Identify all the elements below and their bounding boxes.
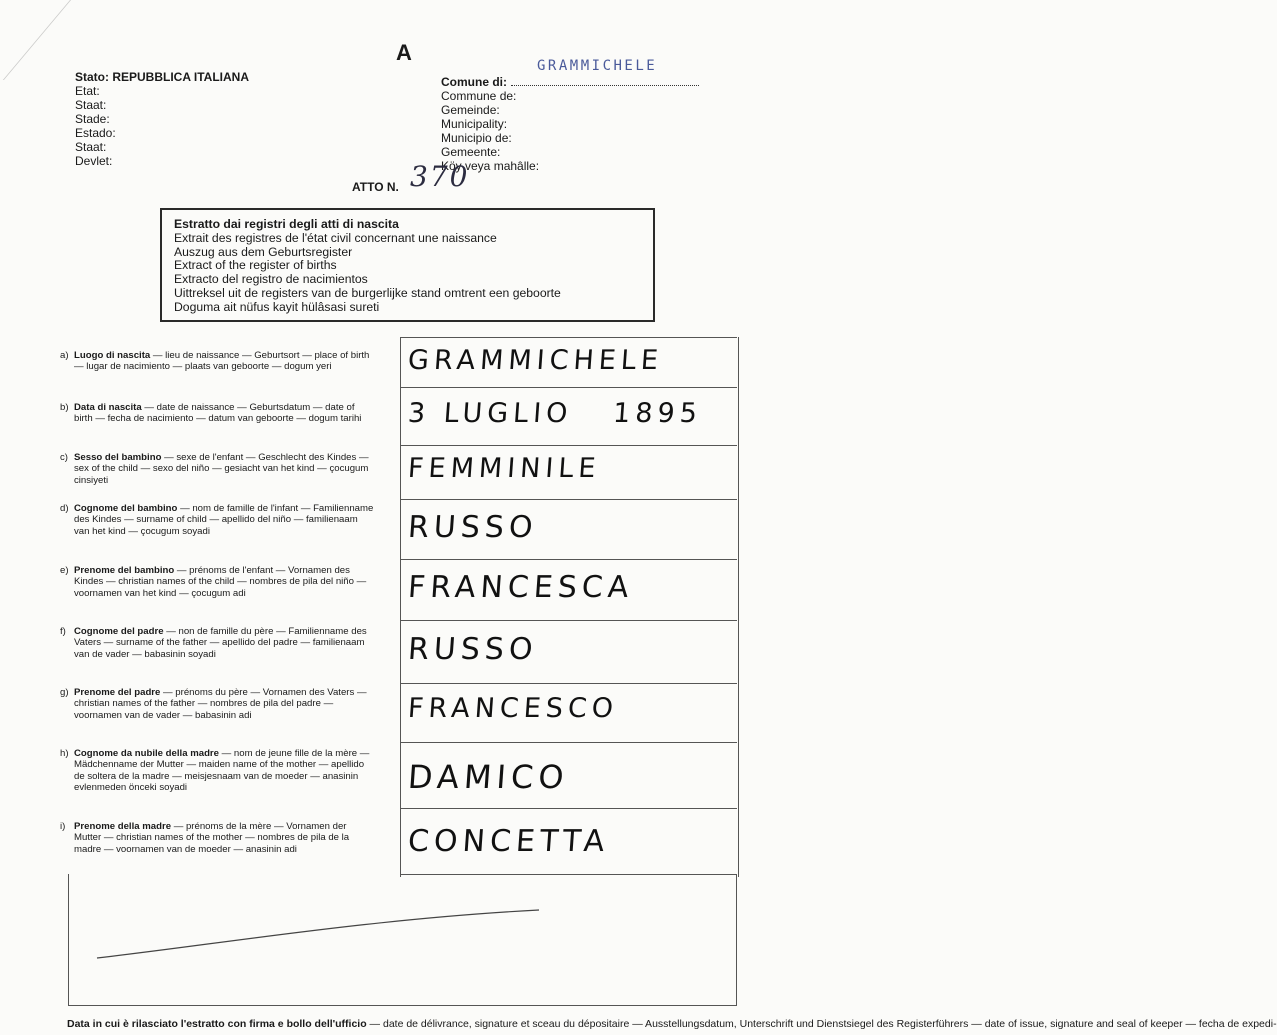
stato-label: Stato:	[75, 70, 109, 84]
field-label-cognome-bambino	[60, 503, 374, 537]
title-box-line: Doguma ait nüfus kayit hülâsasi sureti	[174, 299, 380, 314]
title-box-line: Extracto del registro de nacimientos	[174, 272, 368, 287]
field-letter: i)	[60, 821, 66, 832]
row-divider	[400, 742, 737, 743]
value-cognome-padre: RUSSO	[406, 632, 539, 667]
row-divider	[400, 499, 737, 500]
value-luogo-nascita: GRAMMICHELE	[406, 345, 665, 376]
value-data-nascita: 3 LUGLIO 1895	[406, 398, 703, 429]
field-label-rest: — prénoms de l'enfant — Vornamen des Kindes — christian names of the child — nombres de pila del niño — voornamen van het kind — çocugum adi	[74, 565, 367, 599]
footer-bold: Data in cui è rilasciato l'estratto con firma e bollo dell'ufficio	[67, 1018, 367, 1030]
notes-box	[68, 874, 737, 1006]
title-box-heading: Estratto dai registri degli atti di nascita	[174, 217, 399, 231]
field-label-rest: — nom de jeune fille de la mère — Mädchenname der Mutter — maiden name of the mother — apellido de soltera de la madre — meisjesnaam van de moeder — anasinin evlenmeden önceki soyadi	[74, 748, 370, 794]
field-label-rest: — lieu de naissance — Geburtsort — place of birth — lugar de nacimiento — plaats van geboorte — dogum yeri	[74, 350, 370, 373]
atto-number: 370	[410, 160, 470, 193]
title-box-line: Extrait des registres de l'état civil concernant une naissance	[174, 230, 497, 245]
field-label-prenome-padre	[60, 687, 374, 721]
comune-translation: Gemeente:	[441, 145, 501, 159]
field-label-bold: Luogo di nascita	[74, 350, 151, 361]
field-label-rest: — non de famille du père — Familienname des Vaters — surname of the father — apellido del padre — familienaam van de vader — babasinin soyadi	[74, 626, 367, 660]
field-letter: g)	[60, 687, 69, 698]
value-cognome-madre: DAMICO	[406, 758, 570, 796]
comune-translation: Gemeinde:	[441, 103, 500, 117]
field-label-rest: — date de naissance — Geburtsdatum — date of birth — fecha de nacimiento — datum van geboorte — dogum tarihi	[74, 402, 362, 425]
row-divider	[400, 387, 737, 388]
field-label-rest: — prénoms du père — Vornamen des Vaters — christian names of the father — nombres de pila del padre — voornamen van de vader — babasinin adi	[74, 687, 367, 721]
comune-translation: Köy veya mahâlle:	[441, 159, 540, 173]
field-label-rest: — sexe de l'enfant — Geschlecht des Kindes — sex of the child — sexo del niño — gesiacht van het kind — çocugum cinsiyeti	[74, 452, 369, 486]
field-label-data-nascita	[60, 402, 374, 425]
row-divider	[400, 683, 737, 684]
title-box-line: Extract of the register of births	[174, 258, 337, 273]
state-translation: Etat:	[75, 84, 100, 98]
state-translation: Estado:	[75, 126, 116, 140]
row-divider	[400, 620, 737, 621]
comune-translation: Commune de:	[441, 89, 517, 103]
value-sesso: FEMMINILE	[406, 453, 602, 484]
state-translation: Staat:	[75, 98, 107, 112]
comune-stamp: GRAMMICHELE	[537, 58, 658, 74]
comune-label: Comune di:	[441, 75, 507, 89]
field-label-bold: Prenome del bambino	[74, 565, 175, 576]
value-prenome-bambino: FRANCESCA	[406, 570, 635, 605]
field-label-rest: — nom de famille de l'infant — Familienname des Kindes — surname of child — apellido del niño — familienaam van het kind — çocugum soyadi	[74, 503, 374, 537]
field-label-bold: Cognome del bambino	[74, 503, 178, 514]
field-letter: b)	[60, 402, 69, 413]
stato-value: REPUBBLICA ITALIANA	[112, 70, 250, 84]
value-cognome-bambino: RUSSO	[406, 510, 539, 545]
field-label-cognome-padre	[60, 626, 374, 660]
state-row	[75, 70, 249, 84]
row-divider	[400, 559, 737, 560]
field-letter: f)	[60, 626, 66, 637]
state-translation: Stade:	[75, 112, 110, 126]
atto-label: ATTO N.	[352, 180, 399, 194]
title-box-line: Uittreksel uit de registers van de burgerlijke stand omtrent een geboorte	[174, 285, 561, 300]
comune-translation: Municipio de:	[441, 131, 512, 145]
row-divider	[400, 445, 737, 446]
field-label-prenome-madre	[60, 821, 374, 855]
field-label-rest: — prénoms de la mère — Vornamen der Mutter — christian names of the mother — nombres de pila de la madre — voornamen van de moeder — anasinin adi	[74, 821, 350, 855]
pen-stroke	[69, 874, 736, 1004]
field-label-bold: Cognome del padre	[74, 626, 164, 637]
comune-block	[441, 75, 741, 173]
value-prenome-madre: CONCETTA	[406, 824, 611, 859]
comune-row	[441, 75, 741, 89]
field-letter: c)	[60, 452, 68, 463]
field-label-luogo-nascita	[60, 350, 374, 373]
field-letter: d)	[60, 503, 69, 514]
row-divider	[400, 808, 737, 809]
field-letter: h)	[60, 748, 69, 759]
field-label-cognome-madre	[60, 748, 374, 794]
field-label-bold: Sesso del bambino	[74, 452, 162, 463]
value-prenome-padre: FRANCESCO	[406, 693, 620, 724]
comune-dotted-line	[511, 85, 699, 86]
field-label-bold: Prenome del padre	[74, 687, 161, 698]
state-translation: Staat:	[75, 140, 107, 154]
field-label-bold: Data di nascita	[74, 402, 142, 413]
field-label-sesso	[60, 452, 374, 486]
pen-stroke-line	[97, 910, 539, 958]
field-label-bold: Prenome della madre	[74, 821, 172, 832]
field-letter: e)	[60, 565, 69, 576]
title-box-line: Auszug aus dem Geburtsregister	[174, 244, 353, 259]
field-letter: a)	[60, 350, 69, 361]
page-corner-fold	[0, 0, 71, 80]
footer-rest: — date de délivrance, signature et sceau du dépositaire — Ausstellungsdatum, Unterschrift und Dienstsiegel des Registerführers — date of issue, signature and seal of keeper — fecha de expedi-	[366, 1018, 1277, 1030]
field-label-bold: Cognome da nubile della madre	[74, 748, 219, 759]
state-block	[75, 70, 249, 168]
title-box	[160, 208, 655, 322]
state-translation: Devlet:	[75, 154, 113, 168]
comune-translation: Municipality:	[441, 117, 508, 131]
row-divider	[400, 337, 737, 338]
form-letter: A	[396, 40, 412, 65]
field-label-prenome-bambino	[60, 565, 374, 599]
footer-text	[67, 1018, 1277, 1030]
